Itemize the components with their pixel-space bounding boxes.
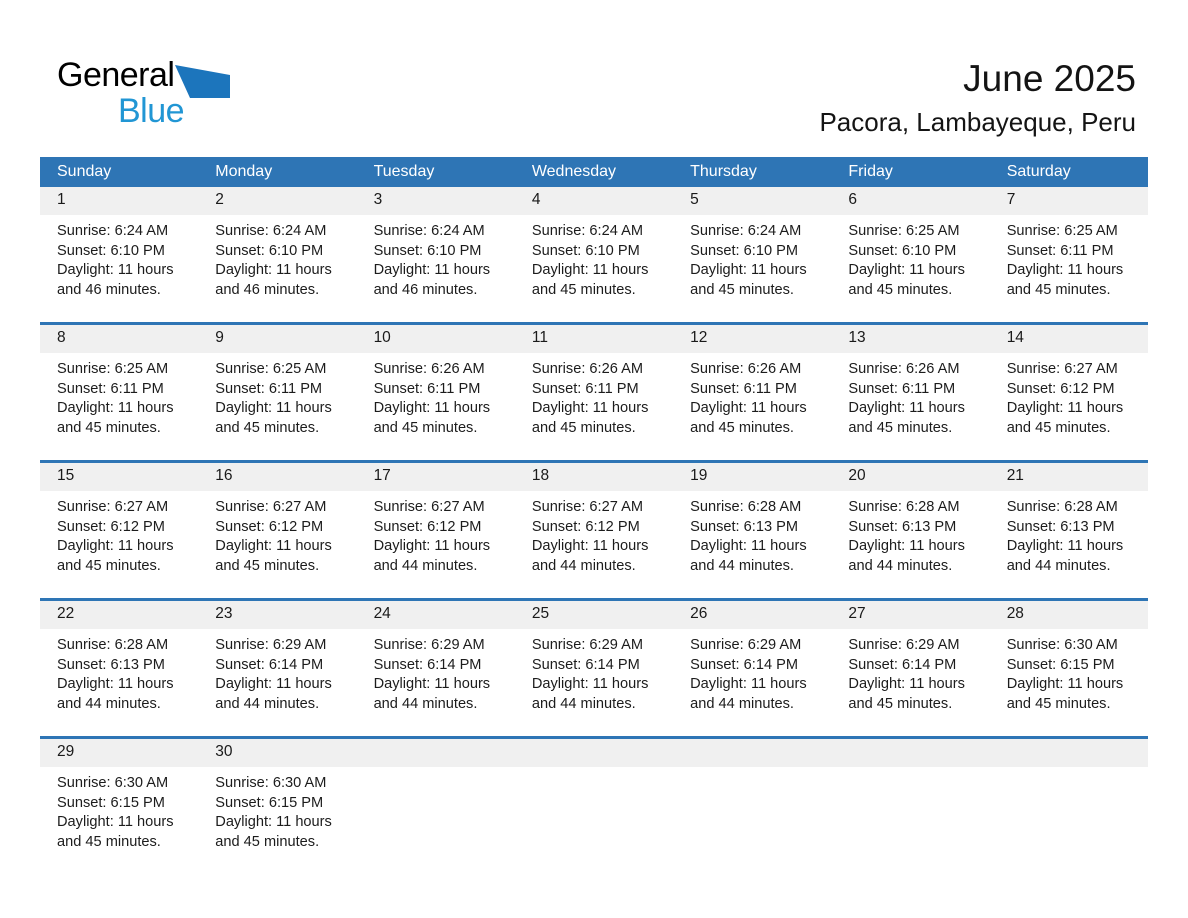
day-details: [198, 767, 356, 852]
day-cell: [198, 187, 356, 324]
day-number: 5: [673, 187, 831, 215]
sunrise-text: Sunrise: 6:27 AM: [57, 499, 169, 515]
day-details: [357, 353, 515, 438]
day-number: 24: [357, 601, 515, 629]
page-title: June 2025: [963, 58, 1136, 99]
daylight-text-line2: and 44 minutes.: [215, 695, 320, 712]
sunset-text: Sunset: 6:12 PM: [373, 518, 482, 535]
day-cell: [831, 324, 989, 462]
daylight-text-line1: Daylight: 11 hours: [848, 262, 965, 279]
day-cell: [357, 600, 515, 738]
day-details: [673, 491, 831, 576]
day-cell: [198, 600, 356, 738]
day-details: [198, 491, 356, 576]
day-cell: [831, 462, 989, 600]
daylight-text-line1: Daylight: 11 hours: [690, 676, 807, 693]
day-details: [515, 629, 673, 714]
sunrise-text: Sunrise: 6:29 AM: [848, 637, 960, 653]
day-cell: [40, 187, 198, 324]
weekday-header-tuesday: Tuesday: [357, 157, 515, 187]
day-details: [357, 629, 515, 714]
day-cell: [990, 324, 1148, 462]
daylight-text-line1: Daylight: 11 hours: [215, 262, 332, 279]
sunrise-text: Sunrise: 6:25 AM: [1006, 223, 1118, 239]
daylight-text-line1: Daylight: 11 hours: [57, 538, 174, 555]
sunset-text: Sunset: 6:10 PM: [215, 242, 324, 259]
daylight-text-line2: and 46 minutes.: [57, 281, 161, 298]
daylight-text-line2: and 45 minutes.: [690, 281, 794, 298]
day-cell: [673, 600, 831, 738]
daylight-text-line2: and 45 minutes.: [57, 419, 161, 436]
sunset-text: Sunset: 6:10 PM: [848, 242, 957, 259]
daylight-text-line1: Daylight: 11 hours: [373, 538, 491, 555]
sunrise-text: Sunrise: 6:29 AM: [373, 637, 485, 653]
day-cell: [40, 324, 198, 462]
daylight-text-line2: and 45 minutes.: [373, 419, 478, 436]
daylight-text-line2: and 45 minutes.: [690, 419, 794, 436]
day-cell: [198, 738, 356, 875]
day-details: [40, 491, 198, 576]
day-number: 13: [831, 325, 989, 353]
day-cell: [357, 462, 515, 600]
sunset-text: Sunset: 6:11 PM: [848, 380, 956, 397]
sunset-text: Sunset: 6:13 PM: [57, 656, 165, 673]
sunset-text: Sunset: 6:10 PM: [531, 242, 640, 259]
daylight-text-line2: and 45 minutes.: [215, 419, 320, 436]
daylight-text-line1: Daylight: 11 hours: [531, 262, 649, 279]
day-details: [515, 491, 673, 576]
sunset-text: Sunset: 6:11 PM: [373, 380, 481, 397]
sunrise-text: Sunrise: 6:27 AM: [531, 499, 643, 515]
sunset-text: Sunset: 6:14 PM: [215, 656, 324, 673]
day-cell: [515, 187, 673, 324]
daylight-text-line1: Daylight: 11 hours: [57, 814, 174, 831]
empty-day-cell: [673, 738, 831, 875]
day-number: 18: [515, 463, 673, 491]
daylight-text-line1: Daylight: 11 hours: [1006, 400, 1124, 417]
title-block: [819, 60, 1136, 135]
daylight-text-line2: and 44 minutes.: [57, 695, 161, 712]
day-details: [831, 215, 989, 300]
daylight-text-line1: Daylight: 11 hours: [215, 400, 332, 417]
sunset-text: Sunset: 6:13 PM: [1006, 518, 1115, 535]
daylight-text-line2: and 46 minutes.: [373, 281, 478, 298]
day-details: [198, 215, 356, 300]
weekday-header-friday: Friday: [831, 157, 989, 187]
sunrise-text: Sunrise: 6:27 AM: [373, 499, 485, 515]
sunset-text: Sunset: 6:11 PM: [690, 380, 797, 397]
sunset-text: Sunset: 6:14 PM: [690, 656, 799, 673]
sunrise-text: Sunrise: 6:30 AM: [57, 775, 169, 791]
day-cell: [673, 324, 831, 462]
daylight-text-line2: and 45 minutes.: [215, 557, 320, 574]
day-number: 26: [673, 601, 831, 629]
day-number: 6: [831, 187, 989, 215]
sunrise-text: Sunrise: 6:28 AM: [1006, 499, 1118, 515]
daylight-text-line2: and 44 minutes.: [848, 557, 953, 574]
day-details: [990, 491, 1148, 576]
weekday-header-thursday: Thursday: [673, 157, 831, 187]
daylight-text-line2: and 44 minutes.: [1006, 557, 1111, 574]
sunrise-text: Sunrise: 6:24 AM: [373, 223, 485, 239]
sunrise-text: Sunrise: 6:24 AM: [57, 223, 169, 239]
day-details: [831, 353, 989, 438]
sunrise-text: Sunrise: 6:25 AM: [57, 361, 169, 377]
day-cell: [515, 324, 673, 462]
day-number: 9: [198, 325, 356, 353]
day-cell: [515, 462, 673, 600]
weekday-header-monday: Monday: [198, 157, 356, 187]
daylight-text-line1: Daylight: 11 hours: [1006, 538, 1124, 555]
daylight-text-line1: Daylight: 11 hours: [1006, 262, 1124, 279]
day-details: [990, 215, 1148, 300]
day-cell: [40, 600, 198, 738]
sunrise-text: Sunrise: 6:25 AM: [848, 223, 960, 239]
daylight-text-line2: and 45 minutes.: [531, 419, 636, 436]
day-details: [831, 491, 989, 576]
sunset-text: Sunset: 6:10 PM: [373, 242, 482, 259]
sunrise-text: Sunrise: 6:30 AM: [215, 775, 327, 791]
day-details: [990, 353, 1148, 438]
daylight-text-line2: and 45 minutes.: [57, 557, 161, 574]
day-cell: [40, 462, 198, 600]
day-cell: [990, 187, 1148, 324]
daylight-text-line1: Daylight: 11 hours: [531, 538, 649, 555]
day-cell: [357, 324, 515, 462]
sunset-text: Sunset: 6:11 PM: [215, 380, 323, 397]
day-cell: [831, 187, 989, 324]
daylight-text-line2: and 45 minutes.: [1006, 419, 1111, 436]
sunrise-text: Sunrise: 6:29 AM: [215, 637, 327, 653]
day-number: 1: [40, 187, 198, 215]
sunset-text: Sunset: 6:12 PM: [215, 518, 324, 535]
weekday-header-sunday: Sunday: [40, 157, 198, 187]
daylight-text-line2: and 44 minutes.: [531, 695, 636, 712]
sunrise-text: Sunrise: 6:28 AM: [690, 499, 802, 515]
sunset-text: Sunset: 6:14 PM: [531, 656, 640, 673]
daylight-text-line1: Daylight: 11 hours: [373, 676, 491, 693]
day-cell: [198, 324, 356, 462]
weekday-header-row: [40, 157, 1148, 187]
day-cell: [198, 462, 356, 600]
day-number: 10: [357, 325, 515, 353]
daylight-text-line2: and 45 minutes.: [1006, 695, 1111, 712]
day-number: 3: [357, 187, 515, 215]
day-number: [673, 739, 831, 767]
daylight-text-line1: Daylight: 11 hours: [690, 538, 807, 555]
day-number: [515, 739, 673, 767]
daylight-text-line2: and 44 minutes.: [531, 557, 636, 574]
page-subtitle: Pacora, Lambayeque, Peru: [819, 107, 1136, 137]
day-number: 7: [990, 187, 1148, 215]
sunrise-text: Sunrise: 6:26 AM: [373, 361, 485, 377]
day-number: 19: [673, 463, 831, 491]
day-number: 22: [40, 601, 198, 629]
day-details: [831, 629, 989, 714]
day-details: [673, 629, 831, 714]
sunset-text: Sunset: 6:11 PM: [57, 380, 164, 397]
day-number: 23: [198, 601, 356, 629]
week-row: [40, 738, 1148, 875]
sunrise-text: Sunrise: 6:29 AM: [690, 637, 802, 653]
day-details: [40, 629, 198, 714]
general-blue-logo: [57, 58, 230, 128]
daylight-text-line2: and 44 minutes.: [690, 557, 794, 574]
day-cell: [515, 600, 673, 738]
day-details: [357, 215, 515, 300]
daylight-text-line1: Daylight: 11 hours: [57, 400, 174, 417]
sunrise-text: Sunrise: 6:24 AM: [215, 223, 327, 239]
day-cell: [831, 600, 989, 738]
day-details: [40, 767, 198, 852]
day-number: [357, 739, 515, 767]
day-number: [990, 739, 1148, 767]
daylight-text-line1: Daylight: 11 hours: [848, 676, 965, 693]
sunset-text: Sunset: 6:14 PM: [848, 656, 957, 673]
daylight-text-line1: Daylight: 11 hours: [1006, 676, 1124, 693]
empty-day-cell: [990, 738, 1148, 875]
sunset-text: Sunset: 6:12 PM: [1006, 380, 1115, 397]
day-cell: [357, 187, 515, 324]
daylight-text-line1: Daylight: 11 hours: [373, 400, 491, 417]
daylight-text-line1: Daylight: 11 hours: [373, 262, 491, 279]
empty-day-cell: [515, 738, 673, 875]
day-details: [515, 215, 673, 300]
sunset-text: Sunset: 6:15 PM: [1006, 656, 1115, 673]
logo-text-blue: Blue: [118, 92, 185, 130]
daylight-text-line2: and 45 minutes.: [57, 833, 161, 850]
daylight-text-line1: Daylight: 11 hours: [215, 676, 332, 693]
week-row: [40, 462, 1148, 600]
day-number: 11: [515, 325, 673, 353]
sunset-text: Sunset: 6:12 PM: [531, 518, 640, 535]
daylight-text-line1: Daylight: 11 hours: [531, 400, 649, 417]
sunset-text: Sunset: 6:10 PM: [690, 242, 799, 259]
day-details: [198, 353, 356, 438]
daylight-text-line2: and 45 minutes.: [848, 281, 953, 298]
calendar-table: [40, 157, 1148, 874]
day-number: 4: [515, 187, 673, 215]
day-details: [673, 353, 831, 438]
sunrise-text: Sunrise: 6:27 AM: [1006, 361, 1118, 377]
day-number: [831, 739, 989, 767]
day-number: 16: [198, 463, 356, 491]
sunset-text: Sunset: 6:10 PM: [57, 242, 165, 259]
daylight-text-line2: and 45 minutes.: [848, 695, 953, 712]
daylight-text-line1: Daylight: 11 hours: [690, 262, 807, 279]
weekday-header-saturday: Saturday: [990, 157, 1148, 187]
day-cell: [40, 738, 198, 875]
empty-day-cell: [831, 738, 989, 875]
week-row: [40, 600, 1148, 738]
day-details: [357, 491, 515, 576]
empty-day-cell: [357, 738, 515, 875]
calendar-header: [40, 157, 1148, 187]
sunrise-text: Sunrise: 6:25 AM: [215, 361, 327, 377]
day-cell: [990, 600, 1148, 738]
daylight-text-line2: and 44 minutes.: [373, 557, 478, 574]
week-row: [40, 187, 1148, 324]
sunset-text: Sunset: 6:12 PM: [57, 518, 165, 535]
daylight-text-line1: Daylight: 11 hours: [531, 676, 649, 693]
sunrise-text: Sunrise: 6:26 AM: [848, 361, 960, 377]
sunrise-text: Sunrise: 6:28 AM: [848, 499, 960, 515]
week-row: [40, 324, 1148, 462]
sunrise-text: Sunrise: 6:26 AM: [690, 361, 802, 377]
daylight-text-line1: Daylight: 11 hours: [57, 262, 174, 279]
day-details: [40, 353, 198, 438]
day-cell: [990, 462, 1148, 600]
day-number: 27: [831, 601, 989, 629]
day-details: [673, 215, 831, 300]
calendar-body: [40, 187, 1148, 874]
day-number: 21: [990, 463, 1148, 491]
day-number: 25: [515, 601, 673, 629]
sunrise-text: Sunrise: 6:24 AM: [531, 223, 643, 239]
daylight-text-line2: and 44 minutes.: [373, 695, 478, 712]
daylight-text-line1: Daylight: 11 hours: [690, 400, 807, 417]
daylight-text-line1: Daylight: 11 hours: [215, 538, 332, 555]
daylight-text-line2: and 45 minutes.: [215, 833, 320, 850]
daylight-text-line1: Daylight: 11 hours: [57, 676, 174, 693]
day-number: 20: [831, 463, 989, 491]
day-number: 29: [40, 739, 198, 767]
daylight-text-line2: and 45 minutes.: [531, 281, 636, 298]
sunset-text: Sunset: 6:13 PM: [690, 518, 799, 535]
logo-text-general: General: [57, 56, 175, 94]
day-number: 2: [198, 187, 356, 215]
weekday-header-wednesday: Wednesday: [515, 157, 673, 187]
day-cell: [673, 462, 831, 600]
daylight-text-line1: Daylight: 11 hours: [215, 814, 332, 831]
daylight-text-line1: Daylight: 11 hours: [848, 538, 965, 555]
daylight-text-line2: and 44 minutes.: [690, 695, 794, 712]
day-number: 12: [673, 325, 831, 353]
sunrise-text: Sunrise: 6:29 AM: [531, 637, 643, 653]
daylight-text-line2: and 46 minutes.: [215, 281, 320, 298]
sunrise-text: Sunrise: 6:27 AM: [215, 499, 327, 515]
sunrise-text: Sunrise: 6:24 AM: [690, 223, 802, 239]
day-cell: [673, 187, 831, 324]
sunset-text: Sunset: 6:11 PM: [1006, 242, 1114, 259]
day-number: 15: [40, 463, 198, 491]
day-details: [198, 629, 356, 714]
sunset-text: Sunset: 6:15 PM: [57, 794, 165, 811]
sunrise-text: Sunrise: 6:30 AM: [1006, 637, 1118, 653]
day-details: [40, 215, 198, 300]
sunset-text: Sunset: 6:15 PM: [215, 794, 324, 811]
sunset-text: Sunset: 6:14 PM: [373, 656, 482, 673]
sunset-text: Sunset: 6:13 PM: [848, 518, 957, 535]
daylight-text-line2: and 45 minutes.: [848, 419, 953, 436]
day-number: 17: [357, 463, 515, 491]
day-number: 8: [40, 325, 198, 353]
day-details: [515, 353, 673, 438]
day-number: 30: [198, 739, 356, 767]
day-number: 28: [990, 601, 1148, 629]
sunset-text: Sunset: 6:11 PM: [531, 380, 639, 397]
day-number: 14: [990, 325, 1148, 353]
day-details: [990, 629, 1148, 714]
sunrise-text: Sunrise: 6:28 AM: [57, 637, 169, 653]
sunrise-text: Sunrise: 6:26 AM: [531, 361, 643, 377]
daylight-text-line2: and 45 minutes.: [1006, 281, 1111, 298]
daylight-text-line1: Daylight: 11 hours: [848, 400, 965, 417]
